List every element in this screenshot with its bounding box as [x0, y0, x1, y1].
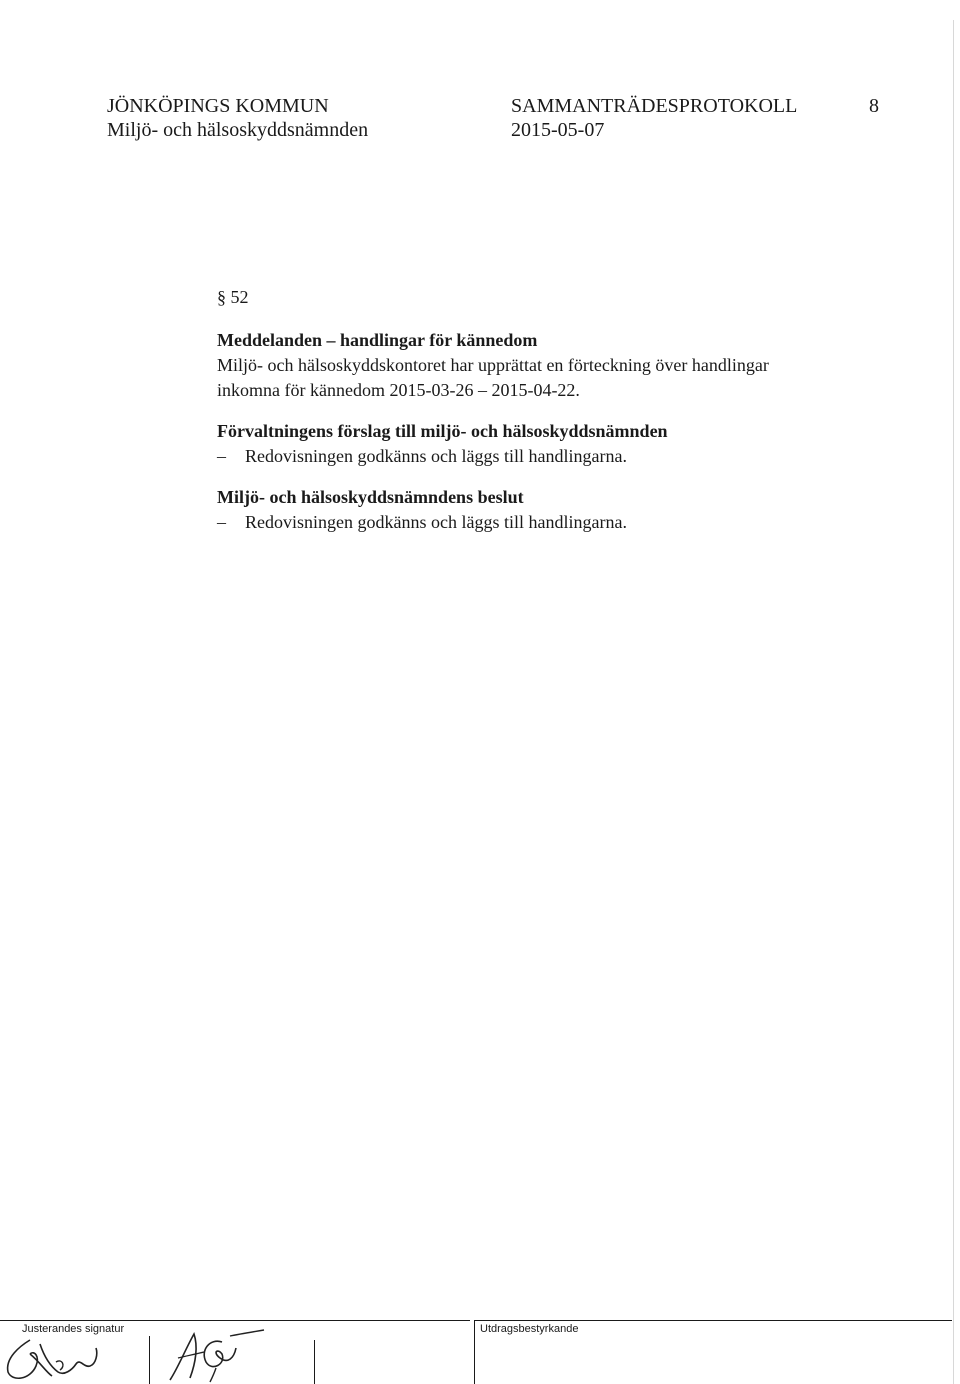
- proposal-item-text: Redovisningen godkänns och läggs till handlingarna.: [245, 446, 627, 466]
- intro-line-1: Miljö- och hälsoskyddskontoret har upprättat en förteckning över handlingar: [217, 355, 769, 375]
- footer-divider-2: [314, 1340, 315, 1384]
- header-date: 2015-05-07: [511, 119, 605, 141]
- footer-divider-3: [474, 1320, 475, 1384]
- section-title: Meddelanden – handlingar för kännedom: [217, 330, 538, 350]
- header-committee: Miljö- och hälsoskyddsnämnden: [107, 119, 369, 141]
- proposal-heading: Förvaltningens förslag till miljö- och hälsoskyddsnämnden: [217, 421, 668, 441]
- footer-rule-right: [474, 1320, 952, 1321]
- page-number: 8: [869, 95, 879, 117]
- footer-divider-1: [149, 1336, 150, 1384]
- decision-item: [217, 510, 627, 535]
- dash-bullet: –: [217, 446, 226, 466]
- signature-initials-1: [0, 1336, 130, 1384]
- footer-rule-left: [0, 1320, 470, 1321]
- proposal-item: [217, 444, 627, 469]
- header-org: JÖNKÖPINGS KOMMUN: [107, 95, 329, 117]
- page-edge-line: [953, 20, 954, 1384]
- decision-item-text: Redovisningen godkänns och läggs till handlingarna.: [245, 512, 627, 532]
- section-number: § 52: [217, 287, 249, 307]
- extract-label: Utdragsbestyrkande: [480, 1323, 579, 1335]
- decision-heading: Miljö- och hälsoskyddsnämndens beslut: [217, 487, 524, 507]
- signature-initials-2: [160, 1328, 270, 1384]
- signature-label: Justerandes signatur: [22, 1323, 125, 1335]
- dash-bullet: –: [217, 512, 226, 532]
- header-doc-type: SAMMANTRÄDESPROTOKOLL: [511, 95, 798, 117]
- intro-line-2: inkomna för kännedom 2015-03-26 – 2015-04-22.: [217, 380, 580, 400]
